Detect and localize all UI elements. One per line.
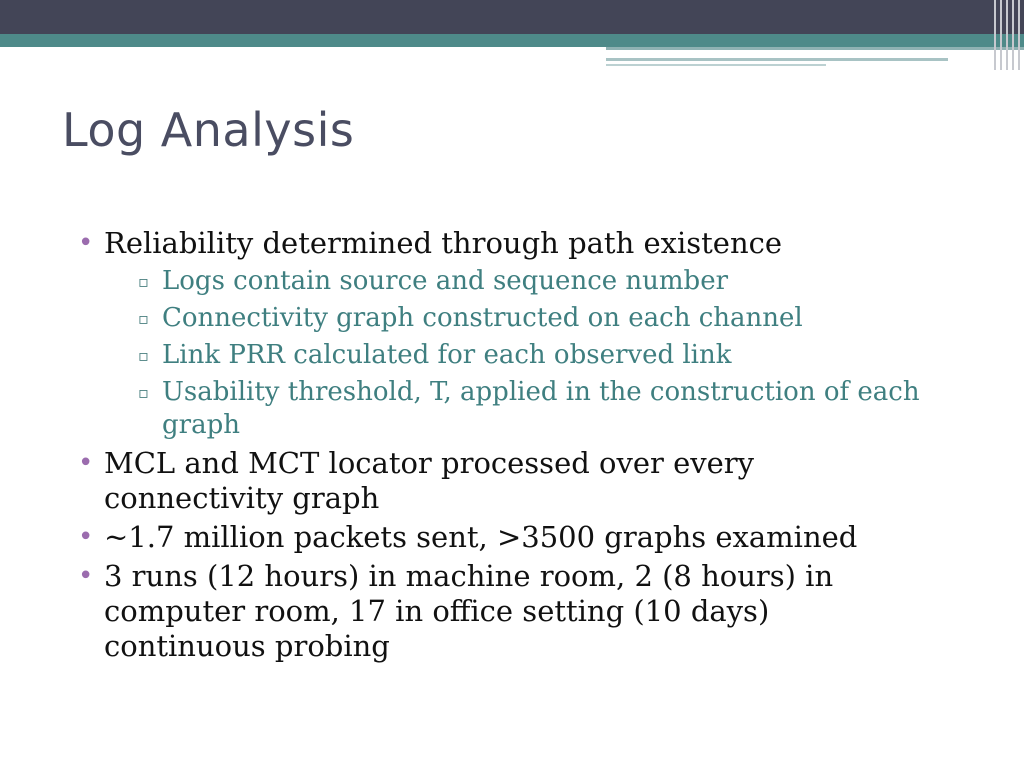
sub-bullet-icon: ▫ <box>138 346 149 365</box>
bullet-icon: • <box>78 448 94 478</box>
header-dark-bar <box>0 0 1024 34</box>
sub-bullet-icon: ▫ <box>138 383 149 402</box>
header-stripes <box>990 0 1024 70</box>
sub-bullet-icon: ▫ <box>138 272 149 291</box>
header-accent-line <box>606 64 826 66</box>
bullet-item <box>78 226 948 442</box>
bullet-text: ~1.7 million packets sent, >3500 graphs examined <box>104 520 858 554</box>
bullet-icon: • <box>78 522 94 552</box>
bullet-text: Reliability determined through path existence <box>104 226 783 260</box>
bullet-item <box>78 446 824 516</box>
header-accent-line <box>606 58 948 61</box>
bullet-icon: • <box>78 561 94 591</box>
header-accent-line <box>606 47 1024 50</box>
sub-bullet-item <box>104 265 948 298</box>
sub-bullet-text: Link PRR calculated for each observed link <box>162 340 732 370</box>
slide-title: Log Analysis <box>62 103 355 157</box>
bullet-item <box>78 520 948 555</box>
slide-content <box>78 222 948 664</box>
bullet-item <box>78 559 924 664</box>
sub-bullet-item <box>104 302 948 335</box>
sub-bullet-icon: ▫ <box>138 309 149 328</box>
sub-bullet-item <box>104 376 922 442</box>
sub-bullet-list <box>104 265 948 442</box>
sub-bullet-text: Usability threshold, T, applied in the construction of each graph <box>162 377 920 440</box>
header-teal-band <box>0 34 1024 47</box>
sub-bullet-text: Connectivity graph constructed on each channel <box>162 303 803 333</box>
sub-bullet-item <box>104 339 948 372</box>
sub-bullet-text: Logs contain source and sequence number <box>162 266 729 296</box>
bullet-icon: • <box>78 228 94 258</box>
bullet-text: 3 runs (12 hours) in machine room, 2 (8 hours) in computer room, 17 in office setting (10 days) continuous probing <box>104 559 834 663</box>
bullet-text: MCL and MCT locator processed over every connectivity graph <box>104 446 755 515</box>
